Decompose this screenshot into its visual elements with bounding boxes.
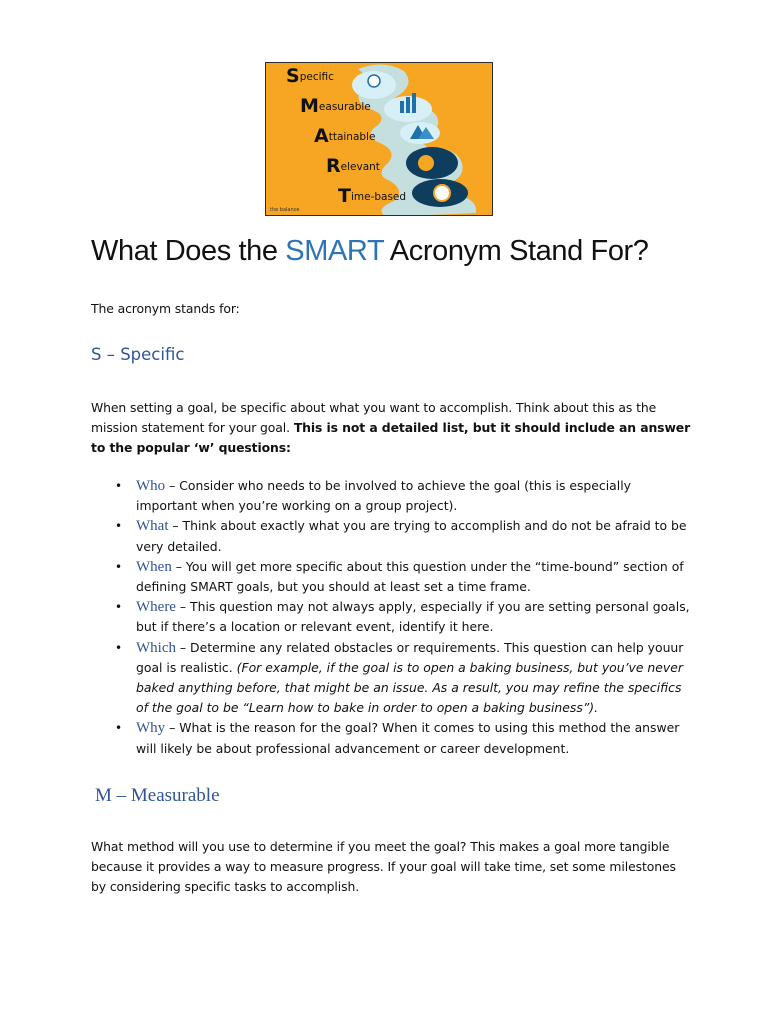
keyword-when: When	[136, 558, 172, 575]
banner-row-measurable: Measurable	[300, 95, 371, 117]
keyword-where: Where	[136, 599, 176, 616]
banner-row-specific: Specific	[286, 65, 334, 87]
heading-specific: S – Specific	[91, 345, 185, 364]
keyword-what: What	[136, 518, 169, 535]
keyword-why: Why	[136, 720, 166, 737]
smart-banner-image	[265, 62, 493, 216]
banner-row-attainable: Attainable	[314, 125, 376, 147]
banner-credit: the balance	[270, 207, 300, 213]
list-item-which: • Which – Determine any related obstacles or requirements. This question can help youur goal is realistic. (For example, if the goal is to open a baking business, but you’ve never baked anything before, that might be an issue. As a result, you may refine the specifics of the goal to be “Learn how to bake in order to open a baking business”).	[115, 639, 684, 716]
page-title: What Does the SMART Acronym Stand For?	[91, 235, 649, 267]
list-item-when: • When – You will get more specific about this question under the “time-bound” section of defining SMART goals, but you should at least set a time frame.	[115, 558, 684, 595]
list-item-who: • Who – Consider who needs to be involved to achieve the goal (this is especially important when you’re working on a group project).	[115, 478, 631, 514]
banner-row-time-based: Time-based	[338, 185, 407, 207]
list-item-why: • Why – What is the reason for the goal? When it comes to using this method the answer will likely be about professional advancement or career development.	[115, 720, 680, 756]
measurable-paragraph: What method will you use to determine if you meet the goal? This makes a goal more tangible because it provides a way to measure progress. If your goal will take time, set some milestones by considering specific tasks to accomplish.	[91, 839, 676, 894]
specific-paragraph: When setting a goal, be specific about what you want to accomplish. Think about this as the mission statement for your goal. This is not a detailed list, but it should include an answer to the popular ‘w’ questions:	[91, 400, 691, 455]
list-item-where: • Where – This question may not always apply, especially if you are setting personal goals, but if there’s a location or relevant event, identify it here.	[115, 599, 690, 635]
w-questions-list	[91, 476, 691, 759]
keyword-which: Which	[136, 639, 176, 656]
heading-measurable: M – Measurable	[95, 785, 220, 806]
keyword-who: Who	[136, 478, 166, 494]
intro-text: The acronym stands for:	[91, 301, 240, 316]
banner-row-relevant: Relevant	[326, 155, 380, 177]
list-item-what: • What – Think about exactly what you are trying to accomplish and do not be afraid to be very detailed.	[115, 518, 687, 554]
